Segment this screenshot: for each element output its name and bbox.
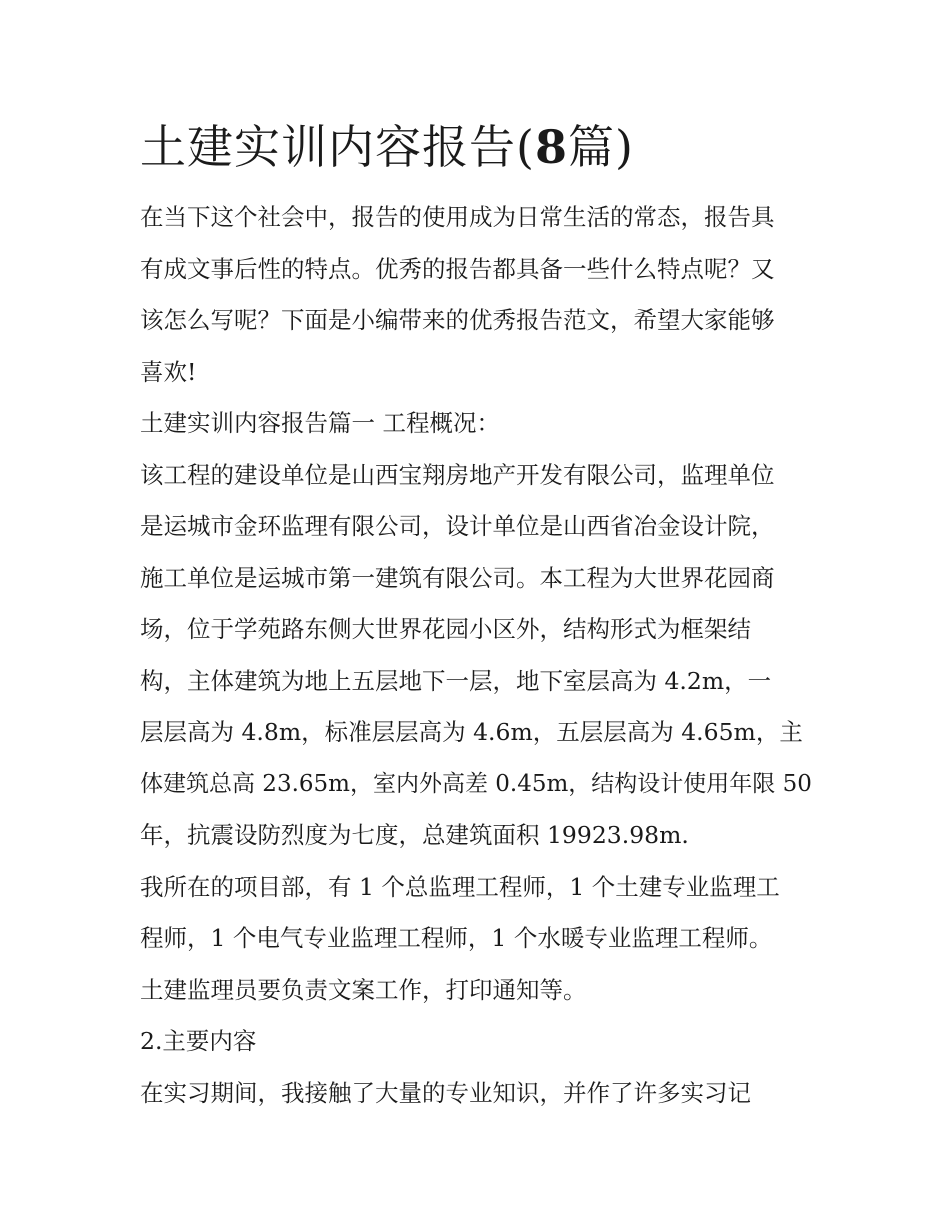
paragraph <box>140 1016 815 1068</box>
text-line: 该怎么写呢？下面是小编带来的优秀报告范文，希望大家能够 <box>140 306 775 334</box>
text-line: 该工程的建设单位是山西宝翔房地产开发有限公司，监理单位 <box>140 460 775 489</box>
text-line: 喜欢! <box>140 357 197 386</box>
document-title <box>140 112 815 182</box>
document-body <box>140 192 815 1119</box>
text-line: 在实习期间，我接触了大量的专业知识，并作了许多实习记 <box>140 1078 751 1107</box>
paragraph <box>140 1068 815 1120</box>
text-line: 土建实训内容报告篇一 工程概况： <box>140 409 500 437</box>
paragraph <box>140 398 815 450</box>
title-tail: 篇) <box>567 120 634 174</box>
text-line: 在当下这个社会中，报告的使用成为日常生活的常态，报告具 <box>140 203 775 231</box>
title-main: 土建实训内容报告( <box>140 120 535 174</box>
paragraph <box>140 192 815 398</box>
paragraph <box>140 862 815 1017</box>
text-line: 施工单位是运城市第一建筑有限公司。本工程为大世界花园商 <box>140 563 775 592</box>
text-line: 年，抗震设防烈度为七度，总建筑面积 19923.98m. <box>140 821 689 849</box>
text-line: 层层高为 4.8m，标准层层高为 4.6m，五层层高为 4.65m，主 <box>140 718 803 746</box>
text-line: 我所在的项目部，有 1 个总监理工程师，1 个土建专业监理工 <box>140 872 780 901</box>
text-line: 有成文事后性的特点。优秀的报告都具备一些什么特点呢？又 <box>140 254 775 283</box>
text-line: 构，主体建筑为地上五层地下一层，地下室层高为 4.2m，一 <box>140 666 772 695</box>
title-count: 8 <box>534 120 568 174</box>
paragraph <box>140 450 815 862</box>
text-line: 2.主要内容 <box>140 1027 257 1055</box>
text-line: 体建筑总高 23.65m，室内外高差 0.45m，结构设计使用年限 50 <box>140 770 812 797</box>
text-line: 程师，1 个电气专业监理工程师，1 个水暖专业监理工程师。 <box>140 924 773 952</box>
text-line: 场，位于学苑路东侧大世界花园小区外，结构形式为框架结 <box>140 615 751 643</box>
document-page <box>140 112 815 1119</box>
text-line: 土建监理员要负责文案工作，打印通知等。 <box>140 975 587 1004</box>
text-line: 是运城市金环监理有限公司，设计单位是山西省冶金设计院， <box>140 512 775 540</box>
